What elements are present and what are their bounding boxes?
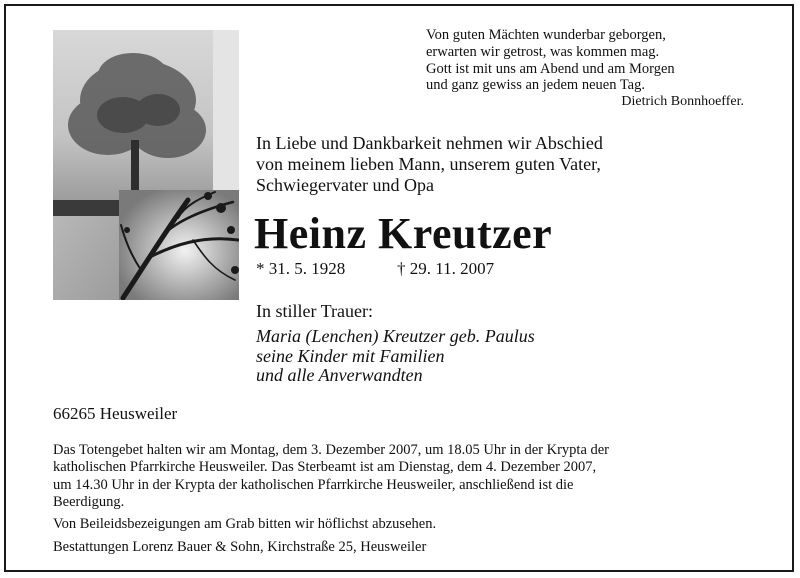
- life-dates: [256, 259, 495, 279]
- death-date: † 29. 11. 2007: [397, 259, 495, 278]
- mourners-list: [256, 327, 535, 386]
- details-line: Das Totengebet halten wir am Montag, dem 3. Dezember 2007, um 18.05 Uhr in der Krypta der: [53, 442, 610, 458]
- mourning-label: In stiller Trauer:: [256, 301, 373, 321]
- mourner-line: seine Kinder mit Familien: [256, 345, 445, 366]
- poem-block: [426, 27, 756, 111]
- poem-line: Von guten Mächten wunderbar geborgen,: [426, 27, 666, 43]
- intro-text: [256, 133, 603, 196]
- city-line: 66265 Heusweiler: [53, 404, 178, 423]
- poem-line: erwarten wir getrost, was kommen mag.: [426, 43, 660, 60]
- details-line: um 14.30 Uhr in der Krypta der katholischen Pfarrkirche Heusweiler, anschließend ist die: [53, 476, 574, 493]
- mourner-line: Maria (Lenchen) Kreutzer geb. Paulus: [256, 326, 535, 346]
- funeral-details: [53, 442, 753, 512]
- tree-photo-collage: [53, 30, 239, 300]
- condolence-note: Von Beileidsbezeigungen am Grab bitten wir höflichst abzusehen.: [53, 516, 437, 532]
- poem-line: Gott ist mit uns am Abend und am Morgen: [426, 60, 675, 77]
- intro-line: Schwiegervater und Opa: [256, 175, 434, 195]
- details-line: Beerdigung.: [53, 494, 125, 511]
- mourner-line: und alle Anverwandten: [256, 365, 423, 385]
- undertaker-line: Bestattungen Lorenz Bauer & Sohn, Kirchstraße 25, Heusweiler: [53, 539, 427, 555]
- intro-line: In Liebe und Dankbarkeit nehmen wir Abschied: [256, 133, 603, 153]
- poem-author: Dietrich Bonnhoeffer.: [621, 94, 744, 110]
- birth-date: * 31. 5. 1928: [256, 259, 346, 278]
- poem-line: und ganz gewiss an jedem neuen Tag.: [426, 77, 645, 94]
- details-line: katholischen Pfarrkirche Heusweiler. Das Sterbeamt ist am Dienstag, dem 4. Dezember 2007,: [53, 459, 597, 476]
- deceased-name: Heinz Kreutzer: [254, 209, 553, 258]
- intro-line: von meinem lieben Mann, unserem guten Vater,: [256, 154, 601, 174]
